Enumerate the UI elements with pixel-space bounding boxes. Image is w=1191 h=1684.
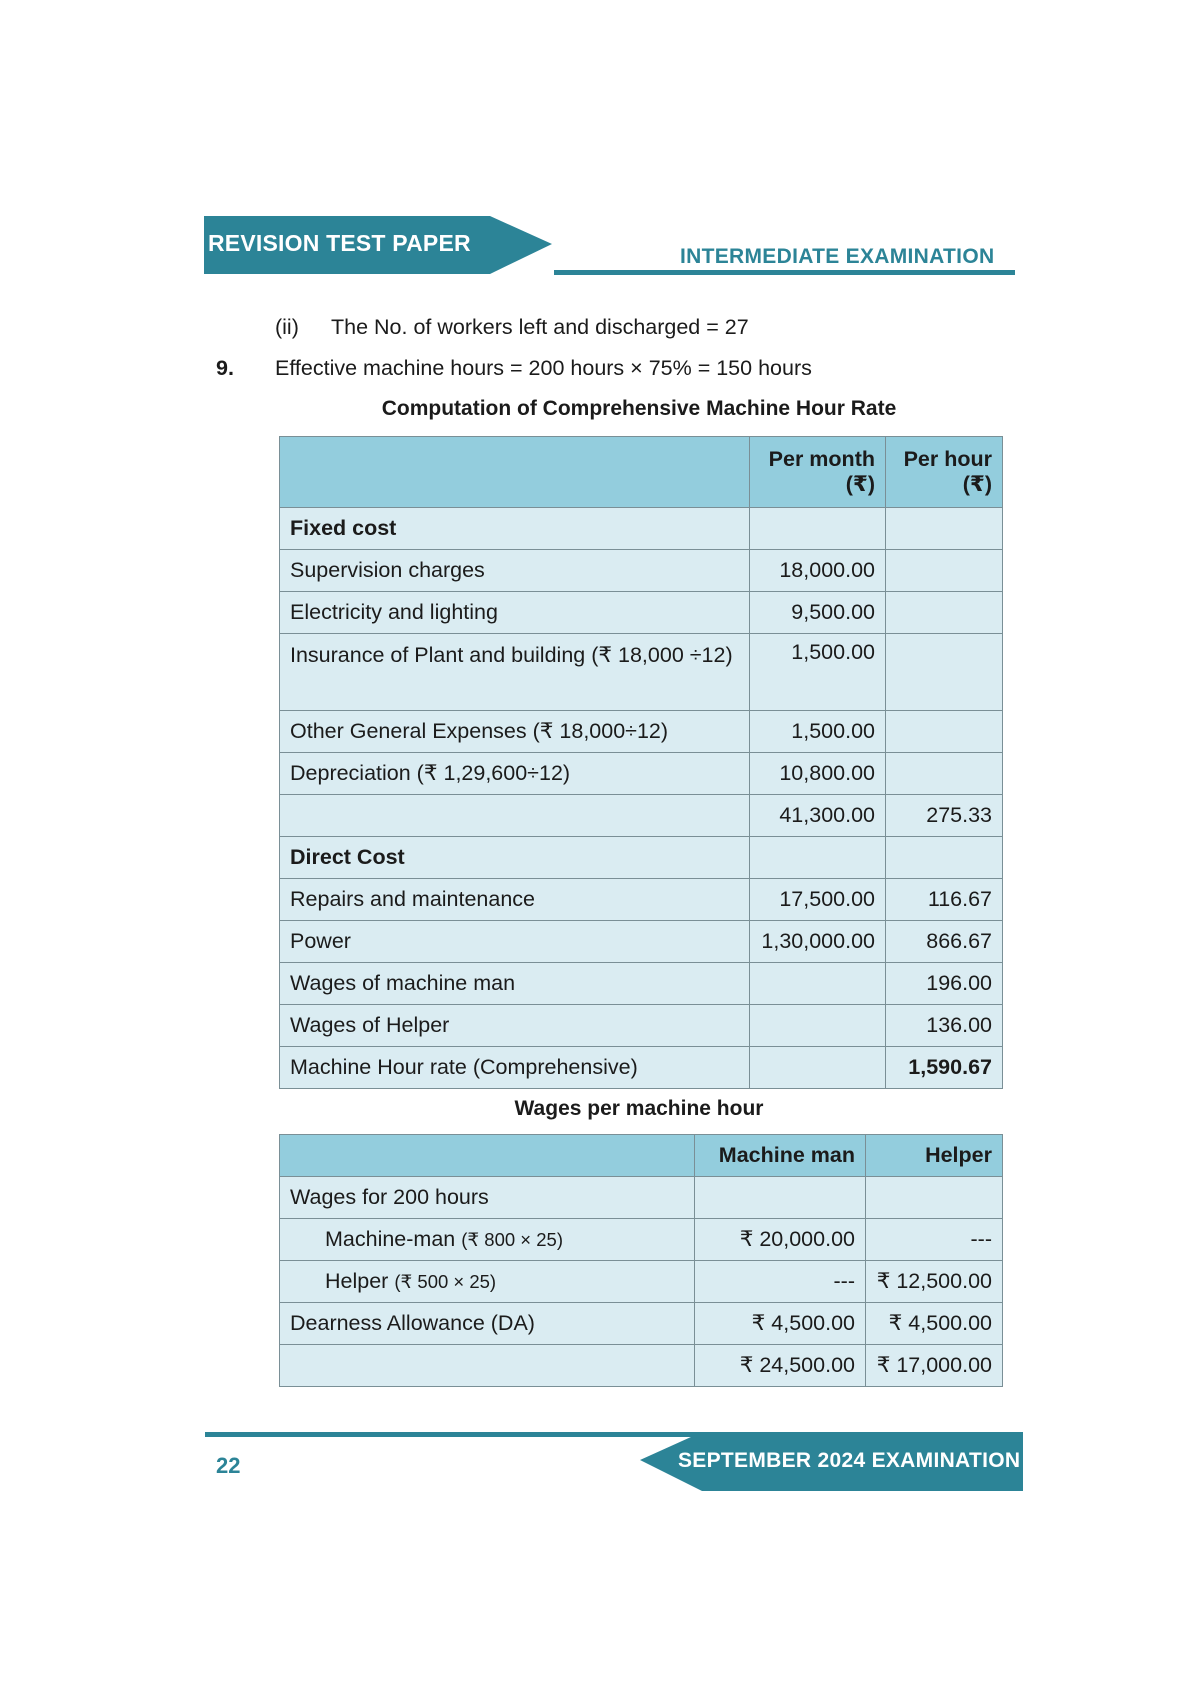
table-row (280, 921, 1003, 963)
row-helper: ₹ 4,500.00 (866, 1303, 1003, 1345)
row-label (280, 1345, 695, 1387)
row-per-hour (886, 837, 1003, 879)
question-text: Effective machine hours = 200 hours × 75% = 150 hours (275, 356, 812, 380)
row-per-month: 9,500.00 (750, 592, 886, 634)
row-label: Other General Expenses (₹ 18,000÷12) (280, 711, 750, 753)
row-per-hour (886, 634, 1003, 711)
table-row (280, 711, 1003, 753)
table-row (280, 508, 1003, 550)
row-per-month (750, 508, 886, 550)
row-per-month: 18,000.00 (750, 550, 886, 592)
header-cell-blank (280, 1135, 695, 1177)
table-row (280, 1303, 1003, 1345)
row-label: Direct Cost (280, 837, 750, 879)
subtotal-row (280, 795, 1003, 837)
row-machine-man: ₹ 24,500.00 (695, 1345, 866, 1387)
row-helper (866, 1177, 1003, 1219)
question-number: 9. (216, 356, 234, 380)
row-per-month: 41,300.00 (750, 795, 886, 837)
table-row (280, 1005, 1003, 1047)
row-label: Wages of Helper (280, 1005, 750, 1047)
row-per-hour: 275.33 (886, 795, 1003, 837)
total-row (280, 1047, 1003, 1089)
row-per-hour (886, 753, 1003, 795)
total-row (280, 1345, 1003, 1387)
row-label: Wages of machine man (280, 963, 750, 1005)
row-label: Power (280, 921, 750, 963)
table1-caption: Computation of Comprehensive Machine Hour Rate (381, 397, 897, 420)
row-per-hour: 116.67 (886, 879, 1003, 921)
row-per-hour: 196.00 (886, 963, 1003, 1005)
row-machine-man (695, 1177, 866, 1219)
table-header-row (280, 437, 1003, 508)
item-ii-text: The No. of workers left and discharged = 27 (331, 315, 749, 339)
row-per-month: 10,800.00 (750, 753, 886, 795)
row-per-hour: 136.00 (886, 1005, 1003, 1047)
header-helper: Helper (866, 1135, 1003, 1177)
row-label: Machine Hour rate (Comprehensive) (280, 1047, 750, 1089)
row-per-month (750, 1047, 886, 1089)
table-row (280, 1177, 1003, 1219)
item-ii-number: (ii) (275, 315, 299, 339)
row-per-hour (886, 508, 1003, 550)
row-label: Dearness Allowance (DA) (280, 1303, 695, 1345)
header-per-month: Per month (₹) (750, 437, 886, 508)
row-per-month (750, 963, 886, 1005)
header-per-hour: Per hour (₹) (886, 437, 1003, 508)
row-per-month (750, 837, 886, 879)
row-label: Insurance of Plant and building (₹ 18,000 ÷12) (280, 634, 750, 711)
table-header-row (280, 1135, 1003, 1177)
row-machine-man: ₹ 4,500.00 (695, 1303, 866, 1345)
table-row (280, 592, 1003, 634)
header-machine-man: Machine man (695, 1135, 866, 1177)
row-label: Helper (₹ 500 × 25) (280, 1261, 695, 1303)
table-row (280, 963, 1003, 1005)
row-helper: ₹ 12,500.00 (866, 1261, 1003, 1303)
table-row (280, 550, 1003, 592)
row-machine-man: --- (695, 1261, 866, 1303)
header-cell-blank (280, 437, 750, 508)
row-label: Fixed cost (280, 508, 750, 550)
row-per-month: 1,500.00 (750, 711, 886, 753)
footer-title: SEPTEMBER 2024 EXAMINATION (678, 1449, 1021, 1472)
table-row (280, 753, 1003, 795)
header-title: REVISION TEST PAPER (208, 230, 471, 256)
wages-table (279, 1134, 1003, 1387)
row-helper: ₹ 17,000.00 (866, 1345, 1003, 1387)
row-per-hour: 866.67 (886, 921, 1003, 963)
table-row (280, 837, 1003, 879)
row-per-hour (886, 592, 1003, 634)
header-exam-label: INTERMEDIATE EXAMINATION (680, 245, 995, 268)
table-row (280, 1219, 1003, 1261)
table2-caption: Wages per machine hour (514, 1097, 764, 1120)
row-label (280, 795, 750, 837)
row-machine-man: ₹ 20,000.00 (695, 1219, 866, 1261)
row-per-hour (886, 550, 1003, 592)
row-per-hour (886, 711, 1003, 753)
row-label: Depreciation (₹ 1,29,600÷12) (280, 753, 750, 795)
machine-hour-rate-table (279, 436, 1003, 1089)
row-per-month: 1,500.00 (750, 634, 886, 711)
row-label: Supervision charges (280, 550, 750, 592)
table-row (280, 634, 1003, 711)
row-label: Wages for 200 hours (280, 1177, 695, 1219)
row-label: Machine-man (₹ 800 × 25) (280, 1219, 695, 1261)
machine-hour-rate-total: 1,590.67 (886, 1047, 1003, 1089)
table-row (280, 1261, 1003, 1303)
row-per-month: 1,30,000.00 (750, 921, 886, 963)
row-per-month (750, 1005, 886, 1047)
row-label: Repairs and maintenance (280, 879, 750, 921)
table-row (280, 879, 1003, 921)
row-label: Electricity and lighting (280, 592, 750, 634)
row-helper: --- (866, 1219, 1003, 1261)
row-per-month: 17,500.00 (750, 879, 886, 921)
header-rule (554, 270, 1015, 275)
page-number: 22 (216, 1453, 241, 1478)
